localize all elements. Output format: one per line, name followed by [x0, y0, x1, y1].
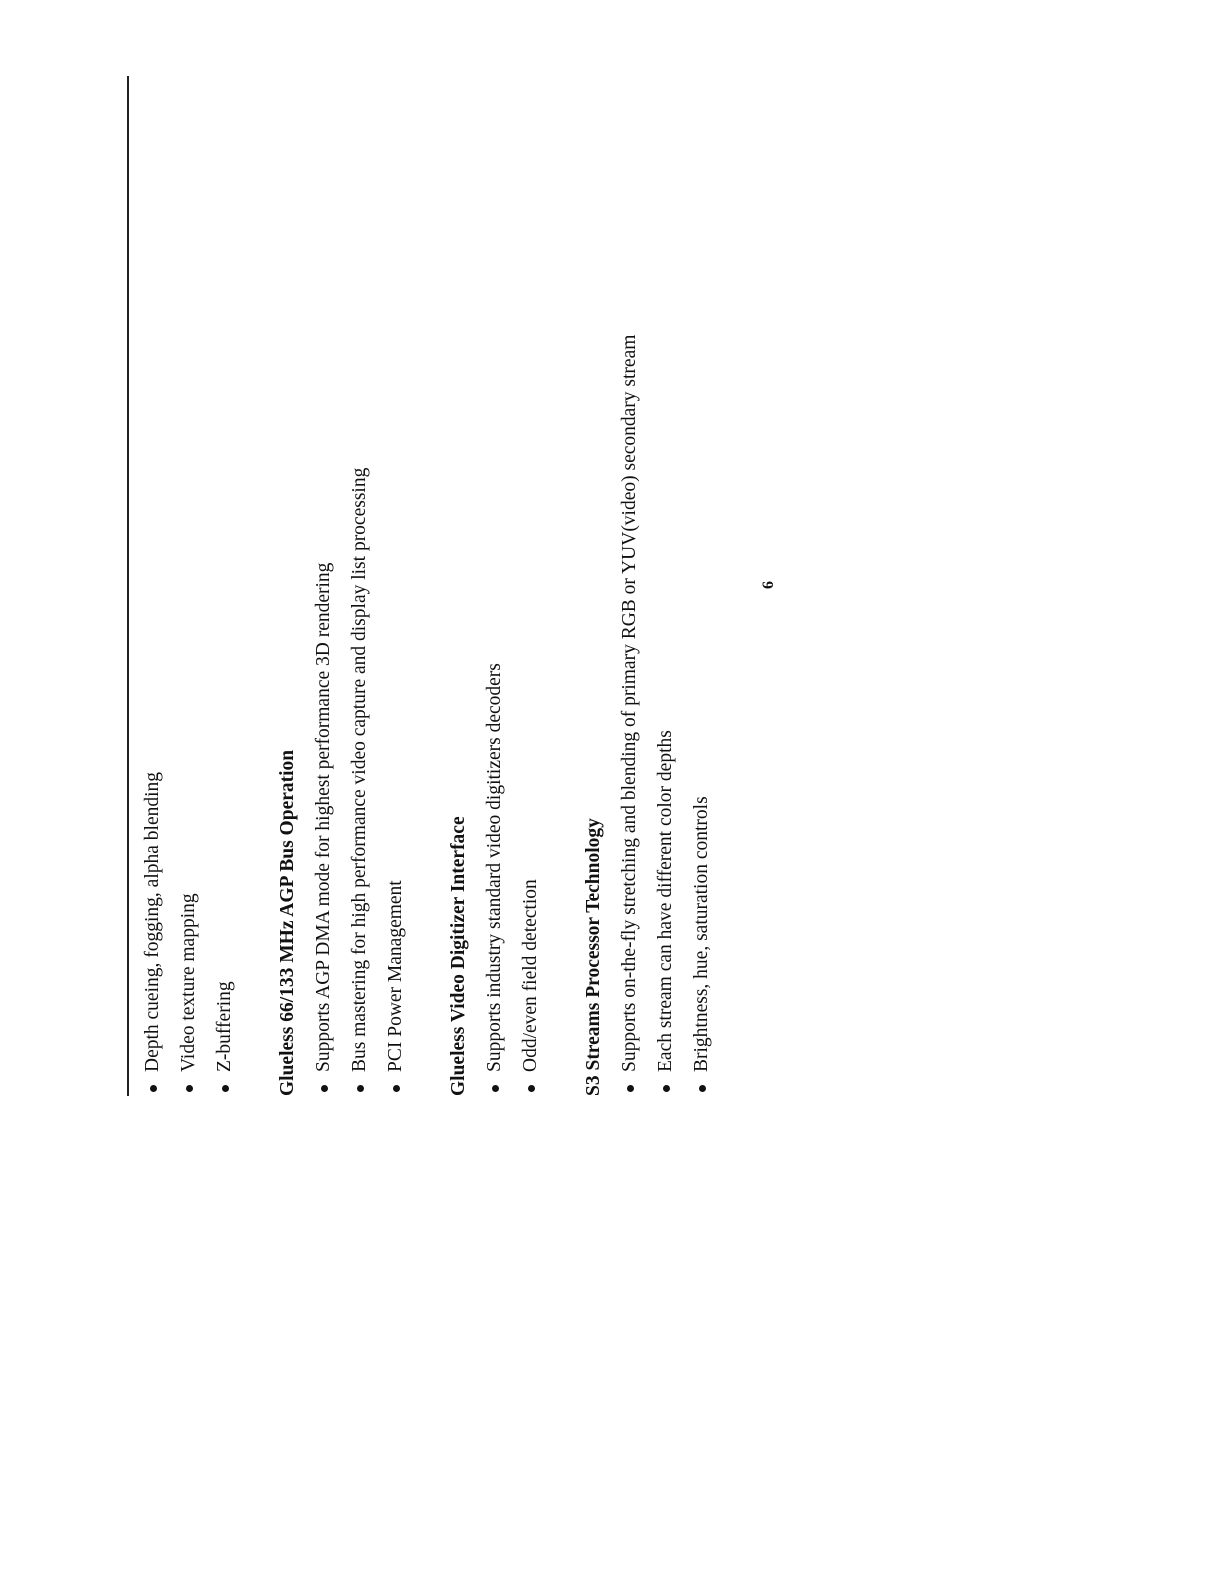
section-heading: Glueless Video Digitizer Interface — [448, 816, 469, 1096]
list-item-text: Bus mastering for high performance video capture and display list processing — [349, 467, 370, 1072]
bullet-icon — [186, 1085, 193, 1092]
bullet-icon — [663, 1085, 670, 1092]
bullet-icon — [321, 1085, 328, 1092]
list-item-text: Each stream can have different color depths — [655, 730, 676, 1072]
bullet-icon — [150, 1085, 157, 1092]
section-streams-processor — [576, 136, 720, 1096]
list-item — [207, 136, 243, 1096]
bullet-list — [477, 136, 549, 1096]
bullet-icon — [492, 1085, 499, 1092]
bullet-icon — [627, 1085, 634, 1092]
list-item-text: Supports on-the-fly stretching and blending of primary RGB or YUV(video) secondary stream — [619, 334, 640, 1072]
list-item — [513, 136, 549, 1096]
list-item — [171, 136, 207, 1096]
section-heading: S3 Streams Processor Technology — [583, 818, 604, 1096]
list-item-text: Brightness, hue, saturation controls — [691, 796, 712, 1072]
list-item — [648, 136, 684, 1096]
bullet-icon — [393, 1085, 400, 1092]
bullet-icon — [357, 1085, 364, 1092]
list-item-text: Video texture mapping — [178, 893, 199, 1072]
list-item-text: Depth cueing, fogging, alpha blending — [142, 771, 163, 1072]
list-item — [135, 136, 171, 1096]
list-item-text: Supports industry standard video digitizers decoders — [484, 663, 505, 1072]
bullet-list — [612, 136, 720, 1096]
section-agp-bus — [270, 136, 414, 1096]
bullet-list — [135, 136, 243, 1096]
bullet-icon — [699, 1085, 706, 1092]
bullet-icon — [528, 1085, 535, 1092]
list-item — [612, 136, 648, 1096]
list-item — [477, 136, 513, 1096]
list-item — [306, 136, 342, 1096]
list-item — [684, 136, 720, 1096]
section-heading: Glueless 66/133 MHz AGP Bus Operation — [277, 749, 298, 1096]
list-item — [378, 136, 414, 1096]
list-item-text: PCI Power Management — [385, 880, 406, 1072]
section-video-digitizer — [441, 136, 549, 1096]
page-number: 6 — [760, 581, 777, 589]
list-item — [342, 136, 378, 1096]
left-margin-rule — [127, 76, 129, 1096]
rotated-content — [135, 136, 735, 1096]
list-item-text: Z-buffering — [214, 981, 235, 1072]
list-item-text: Odd/even field detection — [520, 879, 541, 1072]
bullet-icon — [222, 1085, 229, 1092]
section-3d-features — [135, 136, 243, 1096]
bullet-list — [306, 136, 414, 1096]
list-item-text: Supports AGP DMA mode for highest performance 3D rendering — [313, 562, 334, 1072]
